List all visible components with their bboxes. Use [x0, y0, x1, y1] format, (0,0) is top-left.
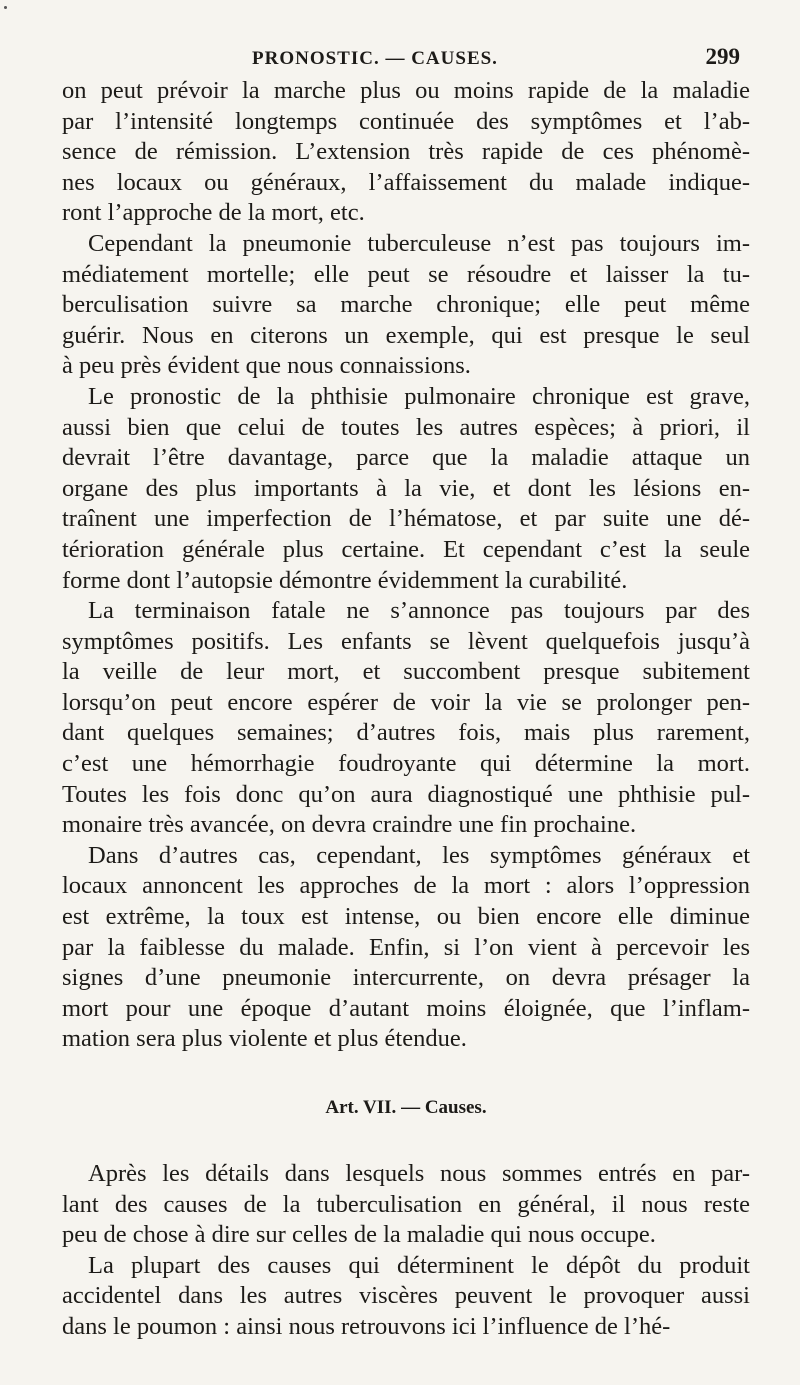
- paragraph: [62, 76, 750, 229]
- text-line: médiatement mortelle; elle peut se résoudre et laisser la tu-: [62, 260, 750, 288]
- text-line: nes locaux ou généraux, l’affaissement du malade indique-: [62, 168, 750, 196]
- text-line: peu de chose à dire sur celles de la maladie qui nous occupe.: [62, 1221, 656, 1249]
- text-line: ront l’approche de la mort, etc.: [62, 199, 365, 227]
- text-line: aussi bien que celui de toutes les autres espèces; à priori, il: [62, 413, 750, 441]
- text-line: La terminaison fatale ne s’annonce pas toujours par des: [88, 597, 750, 625]
- text-line: à peu près évident que nous connaissions.: [62, 352, 471, 380]
- paragraph: [62, 596, 750, 841]
- text-line: Après les détails dans lesquels nous sommes entrés en par-: [88, 1160, 750, 1187]
- text-line: térioration générale plus certaine. Et cependant c’est la seule: [62, 535, 750, 563]
- text-line: Cependant la pneumonie tuberculeuse n’est pas toujours im-: [88, 229, 750, 257]
- text-line: symptômes positifs. Les enfants se lèvent quelquefois jusqu’à: [62, 627, 750, 655]
- paragraphs-before-section: [62, 76, 750, 1055]
- text-line: La plupart des causes qui déterminent le dépôt du produit: [88, 1251, 750, 1279]
- body-text: [62, 76, 750, 1343]
- text-line: sence de rémission. L’extension très rapide de ces phénomè-: [62, 138, 750, 166]
- text-line: par la faiblesse du malade. Enfin, si l’on vient à percevoir les: [62, 933, 750, 961]
- text-line: monaire très avancée, on devra craindre une fin prochaine.: [62, 811, 637, 839]
- text-line: Le pronostic de la phthisie pulmonaire chronique est grave,: [88, 382, 750, 410]
- paragraph: [62, 1159, 750, 1251]
- text-line: par l’intensité longtemps continuée des symptômes et l’ab-: [62, 107, 750, 135]
- text-line: locaux annoncent les approches de la mort : alors l’oppression: [62, 872, 750, 900]
- section-title: Causes.: [424, 1097, 487, 1118]
- ink-speck: [4, 6, 7, 9]
- section-article: Art. VII.: [325, 1097, 397, 1118]
- text-line: mort pour une époque d’autant moins éloignée, que l’inflam-: [62, 994, 750, 1022]
- text-line: devrait l’être davantage, parce que la maladie attaque un: [62, 444, 750, 472]
- text-line: Toutes les fois donc qu’on aura diagnostiqué une phthisie pul-: [62, 780, 750, 808]
- paragraph: [62, 382, 750, 596]
- section-dash: —: [401, 1097, 421, 1118]
- running-head: [0, 44, 800, 74]
- paragraph: [62, 229, 750, 382]
- paragraphs-after-section: [62, 1159, 750, 1343]
- text-line: accidentel dans les autres viscères peuvent le provoquer aussi: [62, 1282, 750, 1310]
- paragraph: [62, 1251, 750, 1343]
- text-line: traînent une imperfection de l’hématose, et par suite une dé-: [62, 505, 750, 533]
- text-line: lant des causes de la tuberculisation en général, il nous reste: [62, 1190, 750, 1218]
- text-line: c’est une hémorrhagie foudroyante qui détermine la mort.: [62, 750, 750, 778]
- page-number: 299: [705, 44, 740, 69]
- text-line: organe des plus importants à la vie, et dont les lésions en-: [62, 474, 750, 502]
- text-line: lorsqu’on peut encore espérer de voir la vie se prolonger pen-: [62, 688, 750, 716]
- paragraph: [62, 841, 750, 1055]
- text-line: dant quelques semaines; d’autres fois, mais plus rarement,: [62, 719, 750, 747]
- text-line: forme dont l’autopsie démontre évidemment la curabilité.: [62, 566, 628, 594]
- text-line: mation sera plus violente et plus étendue.: [62, 1025, 467, 1053]
- text-line: est extrême, la toux est intense, ou bien encore elle diminue: [62, 903, 750, 931]
- text-line: la veille de leur mort, et succombent presque subitement: [62, 658, 750, 686]
- text-line: guérir. Nous en citerons un exemple, qui est presque le seul: [62, 321, 750, 349]
- text-line: on peut prévoir la marche plus ou moins rapide de la maladie: [62, 77, 750, 104]
- text-line: Dans d’autres cas, cependant, les symptômes généraux et: [88, 841, 750, 869]
- section-heading: [62, 1093, 750, 1123]
- text-line: signes d’une pneumonie intercurrente, on devra présager la: [62, 964, 750, 992]
- text-line: berculisation suivre sa marche chronique; elle peut même: [62, 291, 750, 319]
- text-line: dans le poumon : ainsi nous retrouvons ici l’influence de l’hé-: [62, 1312, 671, 1340]
- running-title: PRONOSTIC. — CAUSES.: [252, 48, 498, 69]
